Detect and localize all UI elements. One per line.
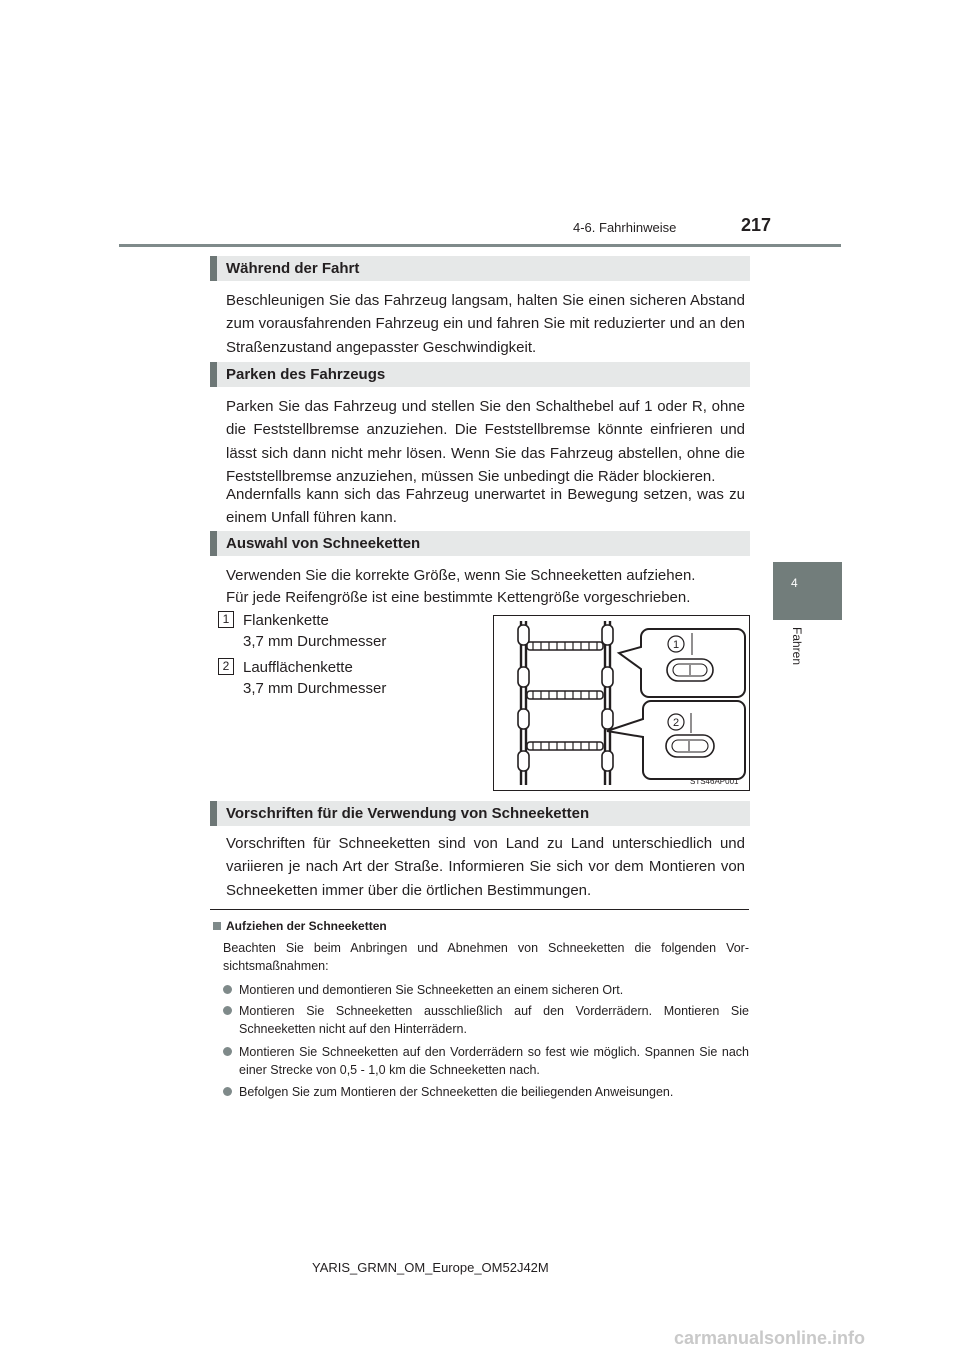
section-text-regulations: Vorschriften für Schneeketten sind von Land zu Land unterschiedlich und variieren je nach Art der Straße. Informieren Sie sich vor dem Montieren von Schneeketten immer über die örtlichen Bestimmungen. [226, 835, 745, 899]
item-name-1: Flankenkette [243, 612, 329, 629]
bullet-dot-icon [223, 1047, 232, 1056]
chain-selection-line-2: Für jede Reifengröße ist eine bestimmte Kettengröße vorgeschrieben. [226, 589, 691, 606]
bullet-dot-icon [223, 1006, 232, 1015]
note-bullet-3: Montieren Sie Schneeketten auf den Vorderrädern so fest wie möglich. Spannen Sie nach einer Strecke von 0,5 - 1,0 km die Schneeketten nach. [223, 1043, 749, 1079]
snow-chain-illustration [493, 615, 750, 791]
item-name-2: Laufflächenkette [243, 659, 353, 676]
item-size-2: 3,7 mm Durchmesser [243, 680, 387, 697]
section-heading-parking: Parken des Fahrzeugs [210, 362, 750, 387]
note-intro: Beachten Sie beim Anbringen und Abnehmen von Schneeketten die folgenden Vor-sichtsmaßnahmen: [223, 941, 749, 973]
section-text-driving: Beschleunigen Sie das Fahrzeug langsam, halten Sie einen sicheren Abstand zum vorausfahrenden Fahrzeug ein und fahren Sie mit reduzierter und an den Straßenzustand angepasster Geschwindigkeit. [226, 292, 745, 356]
section-heading-chain-selection: Auswahl von Schneeketten [210, 531, 750, 556]
document-code: YARIS_GRMN_OM_Europe_OM52J42M [312, 1260, 549, 1275]
page-number: 217 [741, 215, 772, 235]
section-text-parking: Parken Sie das Fahrzeug und stellen Sie den Schalthebel auf 1 oder R, ohne die Feststellbremse anzuziehen. Die Feststellbremse könnte einfrieren und lässt sich dann nicht mehr lösen. Wenn Sie das Fahrzeug abstellen, ohne die Feststellbremse anzuziehen, müssen Sie unbedingt die Räder blockieren. [226, 398, 745, 485]
chain-selection-line-1: Verwenden Sie die korrekte Größe, wenn Sie Schneeketten aufziehen. [226, 567, 696, 584]
square-bullet-icon [213, 922, 221, 930]
note-bullet-4: Befolgen Sie zum Montieren der Schneeketten die beiliegenden Anweisungen. [223, 1083, 749, 1101]
watermark: carmanualsonline.info [674, 1328, 866, 1348]
header-rule [119, 244, 841, 247]
section-heading-regulations: Vorschriften für die Verwendung von Schneeketten [210, 801, 750, 826]
note-title [213, 919, 387, 933]
chapter-label: Fahren [790, 627, 804, 666]
chapter-number: 4 [791, 576, 798, 590]
chapter-tab [773, 562, 842, 620]
bullet-dot-icon [223, 1087, 232, 1096]
section-text-parking-2: Andernfalls kann sich das Fahrzeug unerwartet in Bewegung setzen, was zu einem Unfall führen kann. [226, 486, 745, 527]
figure-code: STS46AP001 [690, 777, 739, 786]
section-heading-driving: Während der Fahrt [210, 256, 750, 281]
item-number-2: 2 [218, 658, 234, 675]
svg-text:2: 2 [672, 717, 680, 729]
note-bullet-2: Montieren Sie Schneeketten ausschließlich auf den Vorderrädern. Montieren Sie Schneeketten nicht auf den Hinterrädern. [223, 1002, 749, 1038]
item-number-1: 1 [218, 611, 234, 628]
svg-text:1: 1 [672, 639, 680, 651]
bullet-dot-icon [223, 985, 232, 994]
notes-divider [210, 909, 749, 910]
note-title-text: Aufziehen der Schneeketten [226, 919, 387, 933]
item-size-1: 3,7 mm Durchmesser [243, 633, 387, 650]
note-bullet-1: Montieren und demontieren Sie Schneeketten an einem sicheren Ort. [223, 981, 749, 999]
section-title: 4-6. Fahrhinweise [573, 220, 677, 235]
